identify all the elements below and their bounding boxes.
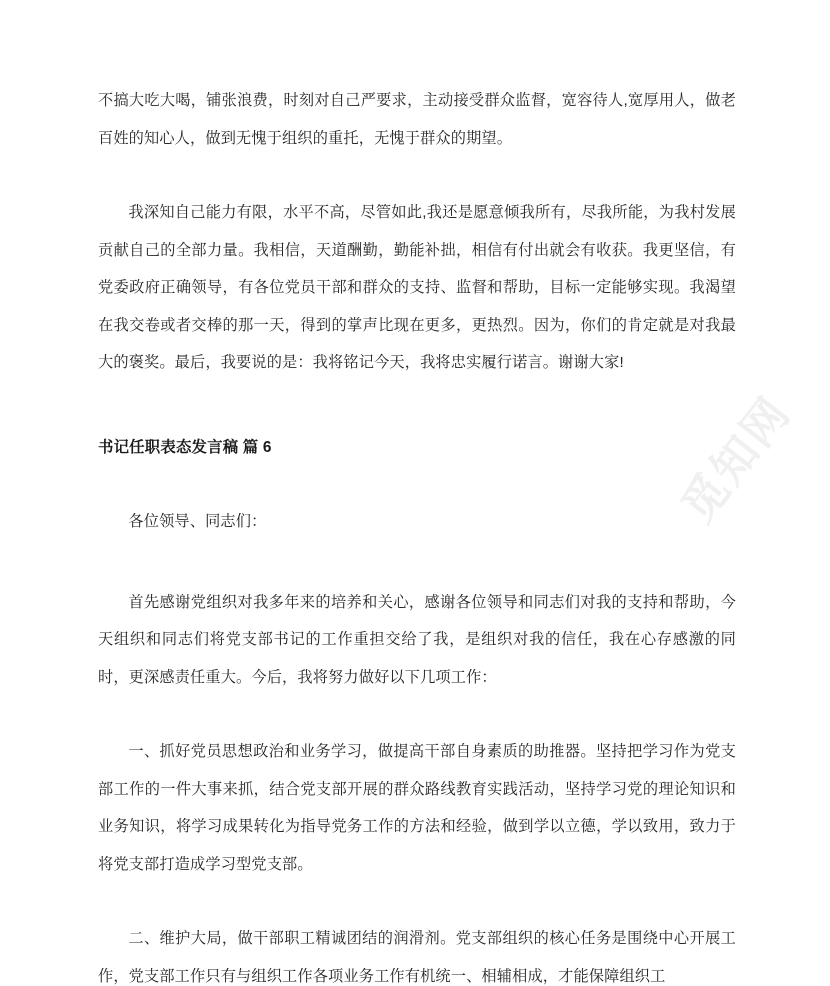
- paragraph-salutation: 各位领导、同志们：: [128, 513, 267, 530]
- section-heading: 书记任职表态发言稿 篇 6: [98, 438, 272, 456]
- paragraph-2: 我深知自己能力有限，水平不高，尽管如此,我还是愿意倾我所有，尽我所能，为我村发展贡献自己的全部力量。我相信，天道酬勤，勤能补拙，相信有付出就会有收获。我更坚信，有党委政府正确领导，有各位党员干部和群众的支持、监督和帮助，目标一定能够实现。我渴望在我交卷或者交棒的那一天，得到的掌声比现在更多，更热烈。因为，你们的肯定就是对我最大的褒奖。最后，我要说的是：我将铭记今天，我将忠实履行诺言。谢谢大家!: [98, 204, 736, 371]
- heading-bottom-spacer: [98, 483, 736, 503]
- paragraph-spacer-3: [98, 713, 736, 733]
- paragraph-6: 二、维护大局，做干部职工精诚团结的润滑剂。党支部组织的核心任务是围绕中心开展工作，党支部工作只有与组织工作各项业务工作有机统一、相辅相成，才能保障组织工: [98, 930, 736, 985]
- paragraph-spacer-4: [98, 900, 736, 920]
- watermark-text: 觅知网: [671, 386, 801, 532]
- paragraph-1: 不搞大吃大喝，铺张浪费，时刻对自己严要求，主动接受群众监督，宽容待人,宽厚用人，做老百姓的知心人，做到无愧于组织的重托，无愧于群众的期望。: [98, 92, 736, 147]
- paragraph-4: 首先感谢党组织对我多年来的培养和关心，感谢各位领导和同志们对我的支持和帮助，今天组织和同志们将党支部书记的工作重担交给了我，是组织对我的信任，我在心存感激的同时，更深感责任重大。今后，我将努力做好以下几项工作：: [98, 593, 736, 686]
- document-content: [98, 0, 736, 986]
- heading-spacer: [98, 399, 736, 429]
- paragraph-spacer: [98, 174, 736, 194]
- paragraph-spacer-2: [98, 558, 736, 584]
- paragraph-5: 一、抓好党员思想政治和业务学习，做提高干部自身素质的助推器。坚持把学习作为党支部工作的一件大事来抓，结合党支部开展的群众路线教育实践活动，坚持学习党的理论知识和业务知识，将学习成果转化为指导党务工作的方法和经验，做到学以立德，学以致用，致力于将党支部打造成学习型党支部。: [98, 743, 736, 873]
